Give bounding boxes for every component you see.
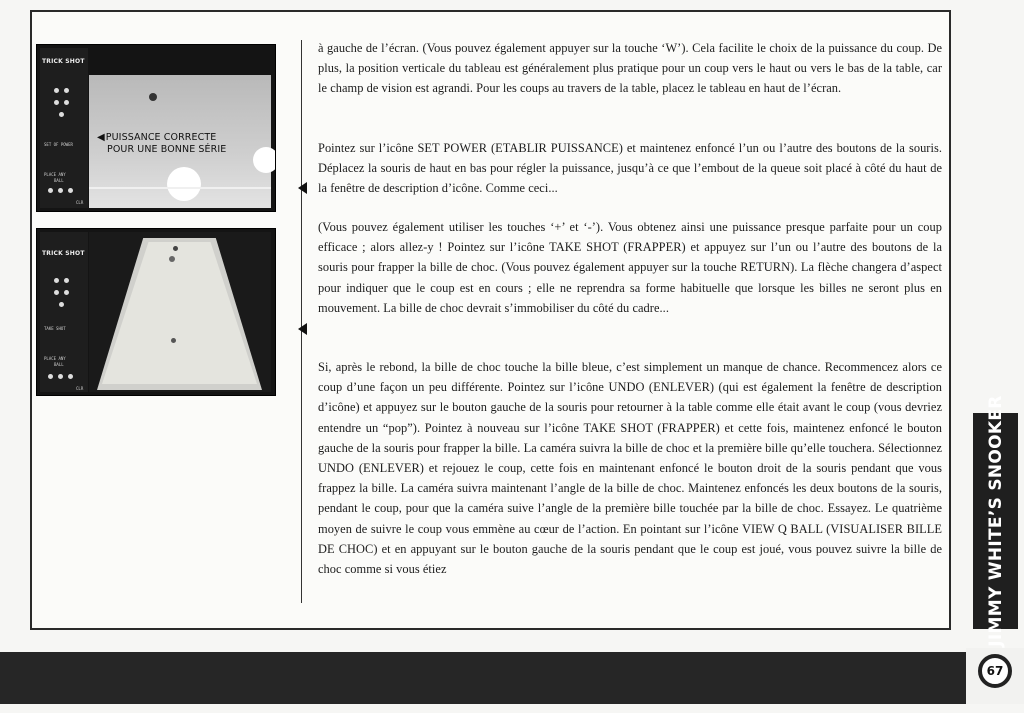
caption-line: PUISSANCE CORRECTE [105, 132, 217, 143]
page-number: 67 [986, 664, 1004, 678]
paragraph: à gauche de l’écran. (Vous pouvez également appuyer sur la touche ‘W’). Cela facilite le choix de la puissance du coup. De plus, la position verticale du tableau est généralement plus pratique pour un coup vers le haut ou vers le bas de la table, car le champ de vision est agrandi. Pour les coups au travers de la table, placez le tableau en haut de l’écran. [318, 41, 942, 96]
ball [171, 338, 176, 343]
page-badge [966, 648, 1024, 704]
table-view [89, 232, 271, 392]
table-felt [102, 242, 257, 384]
ball [169, 256, 175, 262]
panel-icon [68, 374, 73, 379]
column-divider [301, 40, 302, 603]
icon-panel [40, 232, 88, 392]
power-caption [97, 132, 226, 156]
paragraph: (Vous pouvez également utiliser les touches ‘+’ et ‘-’). Vous obtenez ainsi une puissance presque parfaite pour un coup efficace ; alors allez-y ! Pointez sur l’icône TAKE SHOT (FRAPPER) et appuyez sur l’un ou l’autre des boutons de la souris pour frapper la bille de choc. (Vous pouvez également appuyer sur la touche RETURN). La flèche changera d’aspect pour indiquer que le coup est en cours ; elle ne reprendra sa forme habituelle que lorsque les billes ne seront plus en mouvement. La bille de choc devrait s’immobiliser du côté du cadre... [318, 220, 942, 315]
panel-icon [64, 100, 69, 105]
side-tab-title: JIMMY WHITE’S SNOOKER [985, 395, 1006, 647]
panel-icon [59, 302, 64, 307]
panel-title: TRICK SHOT [42, 58, 85, 65]
ball [173, 246, 178, 251]
panel-icon [54, 88, 59, 93]
footer-band [0, 652, 1024, 704]
panel-label: BALL [54, 178, 64, 183]
ball [149, 93, 157, 101]
panel-title: TRICK SHOT [42, 250, 85, 257]
page-number-circle [978, 654, 1012, 688]
panel-label: CLR [76, 386, 84, 391]
panel-label: PLACE ANY [44, 356, 66, 361]
aim-line [89, 187, 271, 189]
paragraph: Pointez sur l’icône SET POWER (ETABLIR PUISSANCE) et maintenez enfoncé l’un ou l’autre des boutons de la souris. Déplacez la souris de haut en bas pour régler la puissance, jusqu’à ce que l’embout de la queue soit placé à côté du haut de la fenêtre de description d’icône. Comme ceci... [318, 141, 942, 196]
game-screenshot-table [36, 228, 276, 396]
panel-icon [64, 290, 69, 295]
pointer-arrow-icon [298, 323, 307, 335]
caption-line: POUR UNE BONNE SÉRIE [107, 144, 227, 155]
panel-icon [58, 188, 63, 193]
panel-icon [64, 278, 69, 283]
icon-panel [40, 48, 88, 208]
panel-label: TAKE SHOT [44, 326, 66, 331]
paragraph: Si, après le rebond, la bille de choc touche la bille bleue, c’est simplement un manque de chance. Recommencez alors ce coup d’une façon un peu différente. Pointez sur l’icône UNDO (ENLEVER) (qui est également la fenêtre de description d’icône) et appuyez sur le bouton gauche de la souris pour retourner à la table comme elle était avant le coup (vous devriez entendre un “pop”). Pointez à nouveau sur l’icône TAKE SHOT (FRAPPER) et cette fois, maintenez enfoncé le bouton gauche de la souris pour frapper la bille. La caméra suivra la bille de choc et la première bille qu’elle touchera. Sélectionnez UNDO (ENLEVER) et rejouez le coup, cette fois en maintenant enfoncé le bouton droit de la souris pendant que vous frappez la bille. La caméra suivra maintenant l’angle de la bille de choc. Maintenez enfoncés les deux boutons de la souris, pendant le coup, pour que la caméra suive l’angle de la première bille touchée par la bille de choc. Essayez. Le quatrième moyen de suivre le coup vous emmène au cœur de l’action. En pointant sur l’icône VIEW Q BALL (VISUALISER BILLE DE CHOC) et en appuyant sur le bouton gauche de la souris pendant que le coup est joué, vous pouvez suivre la bille de choc comme si vous étiez [318, 360, 942, 577]
panel-icon [58, 374, 63, 379]
side-tab [973, 395, 1018, 647]
panel-icon [68, 188, 73, 193]
pointer-arrow-icon [298, 182, 307, 194]
panel-icon [54, 100, 59, 105]
panel-icon [54, 290, 59, 295]
panel-label: BALL [54, 362, 64, 367]
panel-label: SET OF POWER [44, 142, 73, 147]
panel-icon [48, 188, 53, 193]
ball [253, 147, 276, 173]
cue-ball [167, 167, 201, 201]
panel-label: PLACE ANY [44, 172, 66, 177]
panel-icon [59, 112, 64, 117]
game-screenshot-power [36, 44, 276, 212]
panel-icon [48, 374, 53, 379]
panel-icon [64, 88, 69, 93]
panel-label: CLR [76, 200, 84, 205]
panel-icon [54, 278, 59, 283]
left-arrow-icon: ◀ [97, 132, 105, 143]
